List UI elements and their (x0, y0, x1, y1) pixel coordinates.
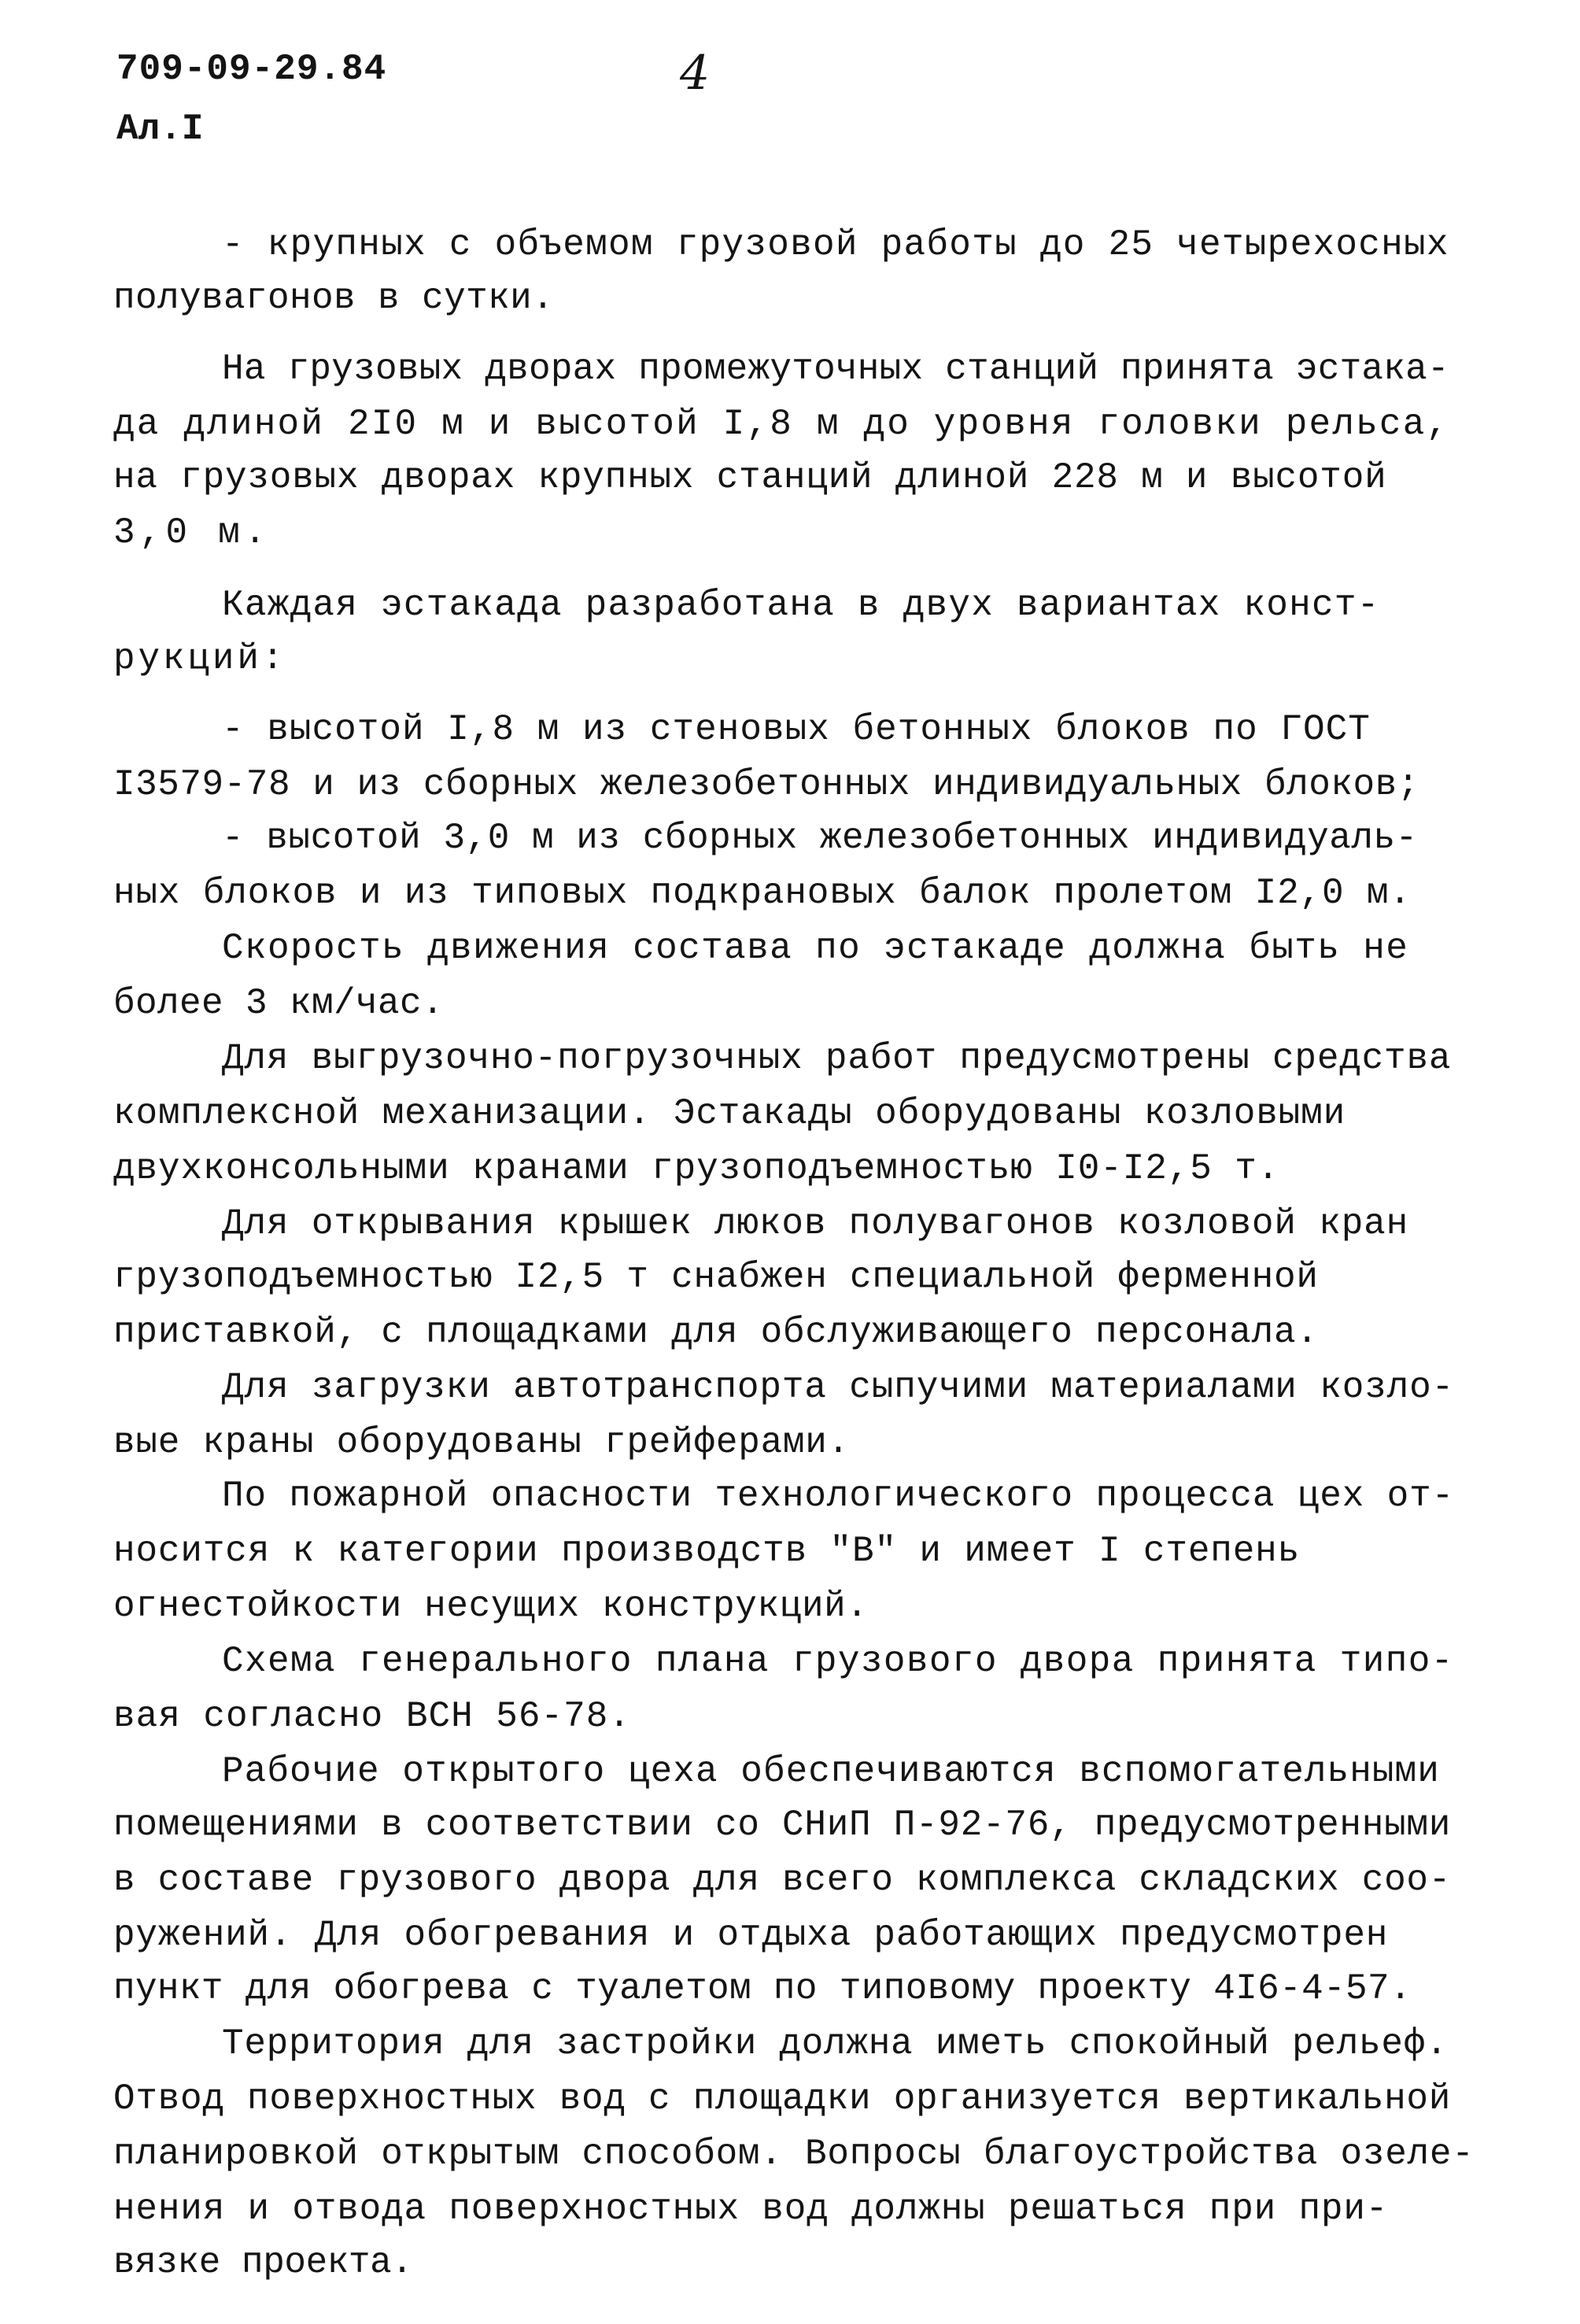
text-line: ружений. Для обогревания и отдыха работающих предусмотрен (113, 1915, 1389, 1956)
page-number: 4 (680, 46, 711, 101)
text-line: Рабочие открытого цеха обеспечиваются вспомогательными (222, 1751, 1440, 1792)
text-line: ных блоков и из типовых подкрановых балок пролетом I2,0 м. (113, 873, 1412, 914)
text-line: Для загрузки автотранспорта сыпучими материалами козло- (222, 1367, 1455, 1408)
sheet-label: Ал.I (116, 109, 204, 150)
text-line: Отвод поверхностных вод с площадки организуется вертикальной (113, 2078, 1452, 2119)
text-line: На грузовых дворах промежуточных станций принята эстака- (222, 349, 1449, 390)
text-line: - крупных с объемом грузовой работы до 25 четырехосных (222, 224, 1449, 265)
text-line: планировкой открытым способом. Вопросы благоустройства озеле- (113, 2134, 1475, 2174)
text-line: Скорость движения состава по эстакаде должна быть не (222, 928, 1409, 969)
text-line: вязке проекта. (113, 2242, 413, 2283)
text-line: на грузовых дворах крупных станций длиной 228 м и высотой (113, 457, 1387, 498)
text-line: пункт для обогрева с туалетом по типовому проекту 4I6-4-57. (113, 1968, 1412, 2009)
text-line: Территория для застройки должна иметь спокойный рельеф. (222, 2023, 1449, 2064)
text-line: более 3 км/час. (113, 983, 445, 1024)
text-line: комплексной механизации. Эстакады оборудованы козловыми (113, 1093, 1346, 1134)
text-line: рукций: (113, 638, 287, 679)
text-line: помещениями в соответствии со СНиП П-92-76, предусмотренными (113, 1805, 1452, 1846)
text-line: Для выгрузочно-погрузочных работ предусмотрены средства (222, 1038, 1452, 1079)
text-line: огнестойкости несущих конструкций. (113, 1586, 869, 1627)
text-line: вая согласно ВСН 56-78. (113, 1696, 631, 1737)
text-line: - высотой 3,0 м из сборных железобетонных индивидуаль- (222, 818, 1418, 859)
text-line: Для открывания крышек люков полувагонов козловой кран (222, 1203, 1409, 1244)
text-line: I3579-78 и из сборных железобетонных индивидуальных блоков; (113, 764, 1419, 805)
text-line: - высотой I,8 м из стеновых бетонных блоков по ГОСТ (222, 709, 1371, 750)
text-line: 3,0 м. (113, 512, 271, 553)
text-line: Схема генерального плана грузового двора принята типо- (222, 1641, 1454, 1682)
text-line: вые краны оборудованы грейферами. (113, 1422, 851, 1463)
text-line: в составе грузового двора для всего комплекса складских соо- (113, 1860, 1452, 1901)
text-line: полувагонов в сутки. (113, 278, 555, 319)
text-line: Каждая эстакада разработана в двух вариантах конст- (222, 585, 1380, 626)
text-line: По пожарной опасности технологического процесса цех от- (222, 1476, 1455, 1517)
text-line: нения и отвода поверхностных вод должны решаться при при- (113, 2189, 1389, 2230)
document-code: 709-09-29.84 (116, 49, 387, 90)
text-line: двухконсольными кранами грузоподъемностью I0-I2,5 т. (113, 1148, 1280, 1189)
text-line: носится к категории производств "В" и имеет I степень (113, 1531, 1301, 1572)
text-line: грузоподъемностью I2,5 т снабжен специальной ферменной (113, 1257, 1319, 1298)
text-line: да длиной 2I0 м и высотой I,8 м до уровня головки рельса, (113, 404, 1450, 445)
text-line: приставкой, с площадками для обслуживающего персонала. (113, 1312, 1319, 1353)
